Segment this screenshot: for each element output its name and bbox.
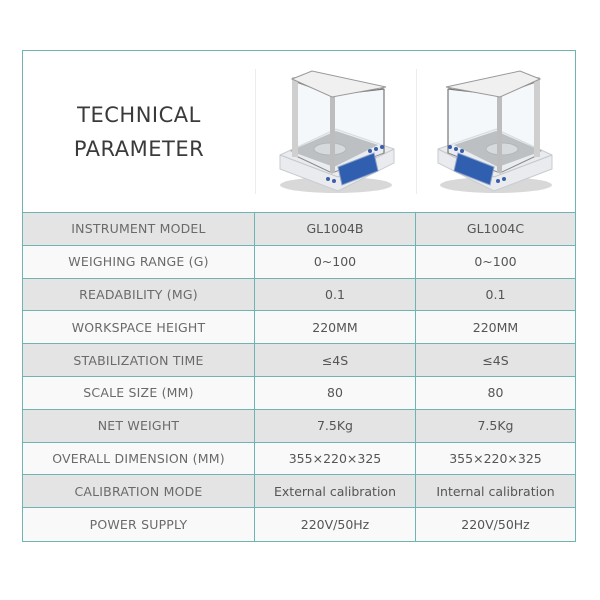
row-label: SCALE SIZE (MM)	[23, 377, 255, 409]
table-row	[23, 443, 575, 476]
table-row	[23, 377, 575, 410]
value-gl1004c: 80	[487, 385, 504, 401]
row-label: WORKSPACE HEIGHT	[23, 311, 255, 343]
value-gl1004b: ≤4S	[255, 344, 416, 376]
row-label: READABILITY (MG)	[23, 279, 255, 311]
analytical-balance-icon	[266, 67, 406, 197]
value-gl1004c: Internal calibration	[436, 483, 555, 499]
value-gl1004b: 7.5Kg	[255, 410, 416, 442]
row-label: OVERALL DIMENSION (MM)	[23, 443, 255, 475]
value-gl1004c: GL1004C	[466, 221, 525, 237]
value-gl1004b: 220V/50Hz	[255, 508, 416, 541]
value-gl1004b: External calibration	[255, 475, 416, 507]
value-gl1004b: 80	[255, 377, 416, 409]
value-gl1004c: 0~100	[474, 254, 517, 270]
table-row	[23, 508, 575, 541]
value-gl1004c: 220MM	[472, 319, 519, 335]
technical-parameter-table	[22, 50, 576, 542]
row-label: NET WEIGHT	[23, 410, 255, 442]
value-gl1004c: 355×220×325	[449, 450, 542, 466]
table-row	[23, 475, 575, 508]
value-gl1004c: 7.5Kg	[477, 418, 514, 434]
row-label: WEIGHING RANGE (G)	[23, 246, 255, 278]
table-row	[23, 410, 575, 443]
table-row	[23, 213, 575, 246]
title-line-1: TECHNICAL	[77, 102, 201, 127]
value-gl1004b: GL1004B	[255, 213, 416, 245]
title-line-2: PARAMETER	[73, 136, 205, 161]
product-image-gl1004b	[255, 51, 416, 212]
value-gl1004b: 355×220×325	[255, 443, 416, 475]
product-image-gl1004c	[416, 51, 575, 212]
row-label: CALIBRATION MODE	[23, 475, 255, 507]
table-row	[23, 344, 575, 377]
row-label: POWER SUPPLY	[23, 508, 255, 541]
row-label: STABILIZATION TIME	[23, 344, 255, 376]
value-gl1004c: 0.1	[485, 286, 506, 302]
table-row	[23, 246, 575, 279]
value-gl1004b: 0.1	[255, 279, 416, 311]
analytical-balance-icon	[426, 67, 566, 197]
value-gl1004c: 220V/50Hz	[461, 517, 530, 533]
table-header	[23, 51, 575, 213]
table-row	[23, 279, 575, 312]
table-row	[23, 311, 575, 344]
value-gl1004b: 0~100	[255, 246, 416, 278]
table-title	[23, 51, 255, 212]
row-label: INSTRUMENT MODEL	[23, 213, 255, 245]
value-gl1004c: ≤4S	[482, 352, 509, 368]
value-gl1004b: 220MM	[255, 311, 416, 343]
